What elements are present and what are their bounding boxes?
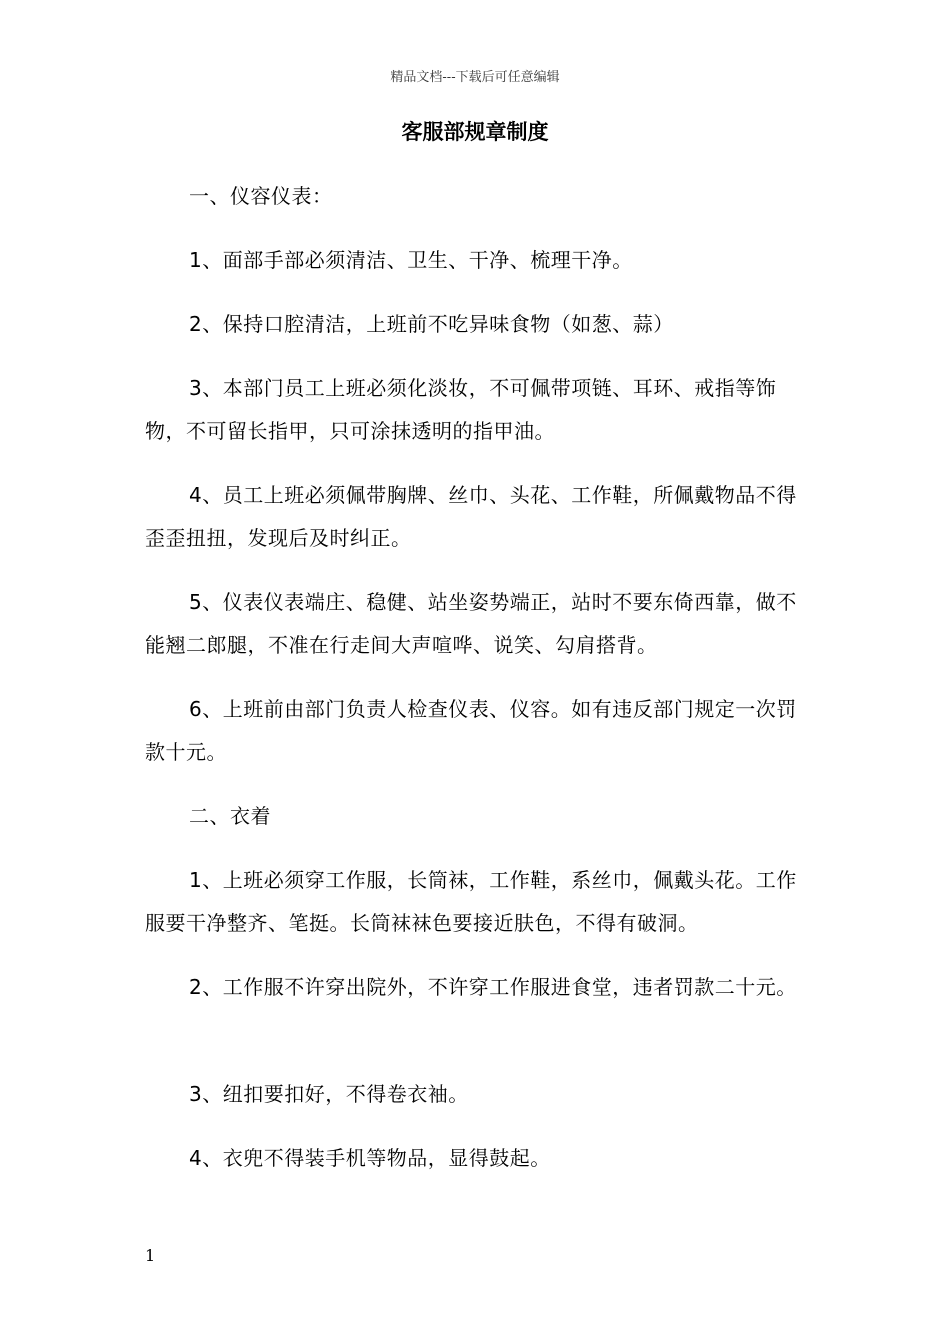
paragraph: 3、纽扣要扣好，不得卷衣袖。 [189,1082,469,1106]
header-note: 精品文档---下载后可任意编辑 [390,70,560,85]
paragraph: 2、保持口腔清洁，上班前不吃异味食物（如葱、蒜） [189,312,674,336]
paragraph: 5、仪表仪表端庄、稳健、站坐姿势端正，站时不要东倚西靠，做不能翘二郎腿，不准在行走间大声喧哗、说笑、勾肩搭背。 [145,590,797,657]
paragraph: 2、工作服不许穿出院外，不许穿工作服进食堂，违者罚款二十元。 [189,975,797,999]
paragraph: 3、本部门员工上班必须化淡妆，不可佩带项链、耳环、戒指等饰物，不可留长指甲，只可涂抹透明的指甲油。 [145,376,777,443]
section-heading-clothing: 二、衣着 [189,804,271,828]
paragraph: 6、上班前由部门负责人检查仪表、仪容。如有违反部门规定一次罚款十元。 [145,697,797,764]
paragraph: 4、衣兜不得装手机等物品，显得鼓起。 [189,1146,551,1170]
page-number: 1 [145,1246,156,1265]
paragraph: 4、员工上班必须佩带胸牌、丝巾、头花、工作鞋，所佩戴物品不得歪歪扭扭，发现后及时纠正。 [145,483,797,550]
paragraph: 1、上班必须穿工作服，长筒袜，工作鞋，系丝巾，佩戴头花。工作服要干净整齐、笔挺。长筒袜袜色要接近肤色，不得有破洞。 [145,868,797,935]
paragraph: 1、面部手部必须清洁、卫生、干净、梳理干净。 [189,248,633,272]
document-title: 客服部规章制度 [401,120,549,144]
section-heading-appearance: 一、仪容仪表： [189,184,333,208]
